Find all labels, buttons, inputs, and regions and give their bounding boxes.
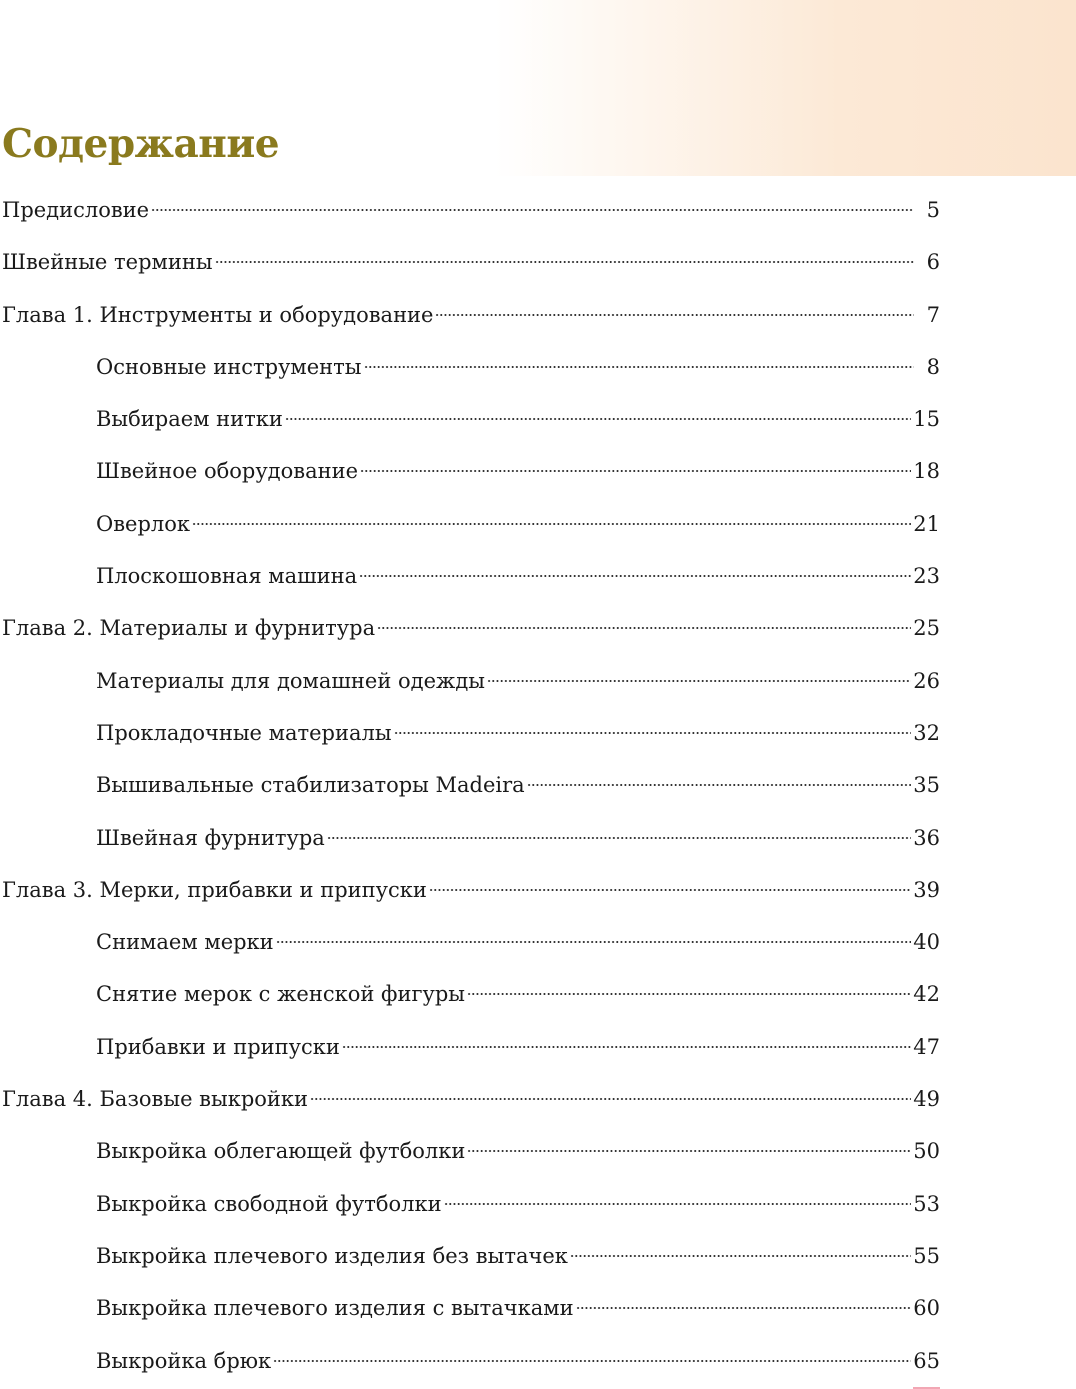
toc-entry-title: Выкройка плечевого изделия с вытачками — [96, 1296, 574, 1321]
toc-leader-dots — [576, 1307, 912, 1309]
toc-leader-dots — [444, 1203, 912, 1205]
toc-entry-title: Плоскошовная машина — [96, 564, 358, 589]
toc-entry-title: Выбираем нитки — [96, 407, 283, 432]
toc-leader-dots — [467, 1150, 911, 1152]
toc-page-number: 23 — [913, 564, 940, 589]
toc-leader-dots — [360, 470, 911, 472]
toc-leader-dots — [377, 627, 911, 629]
toc-entry-title: Вышивальные стабилизаторы Madeira — [96, 773, 525, 798]
toc-page-number: 8 — [926, 354, 940, 379]
toc-entry-title: Швейные термины — [2, 250, 213, 275]
toc-entry[interactable] — [0, 550, 940, 602]
toc-entry[interactable] — [0, 864, 940, 916]
toc-entry-title: Швейное оборудование — [96, 459, 359, 484]
toc-page-number: 7 — [926, 302, 940, 327]
toc-leader-dots — [527, 784, 912, 786]
toc-leader-dots — [467, 993, 911, 995]
toc-entry-title: Глава 3. Мерки, прибавки и припуски — [2, 877, 427, 902]
toc-entry-title: Выкройка брюк — [96, 1348, 272, 1373]
toc-entry[interactable] — [0, 1335, 940, 1387]
toc-page-number: 32 — [913, 720, 940, 745]
toc-entry[interactable] — [0, 184, 940, 236]
toc-leader-dots — [285, 418, 911, 420]
toc-entry[interactable] — [0, 812, 940, 864]
toc-entry-title: Швейная фурнитура — [96, 825, 325, 850]
toc-page-number: 18 — [913, 459, 940, 484]
toc-entry[interactable] — [0, 236, 940, 288]
toc-entry-title: Выкройка облегающей футболки — [96, 1139, 466, 1164]
toc-entry-title: Выкройка свободной футболки — [96, 1191, 442, 1216]
toc-entry-title: Выкройка плечевого изделия без вытачек — [96, 1243, 568, 1268]
toc-entry[interactable] — [0, 602, 940, 654]
toc-entry[interactable] — [0, 1073, 940, 1125]
toc-entry-title: Глава 2. Материалы и фурнитура — [2, 616, 376, 641]
toc-leader-dots — [570, 1255, 911, 1257]
toc-page-number: 36 — [913, 825, 940, 850]
table-of-contents — [0, 184, 940, 1387]
toc-entry-title: Снятие мерок с женской фигуры — [96, 982, 466, 1007]
toc-page-number: 25 — [913, 616, 940, 641]
toc-entry-title: Оверлок — [96, 511, 191, 536]
toc-page-number: 55 — [913, 1243, 940, 1268]
toc-page-number: 50 — [913, 1139, 940, 1164]
toc-entry[interactable] — [0, 916, 940, 968]
toc-entry[interactable] — [0, 393, 940, 445]
toc-leader-dots — [151, 209, 914, 211]
toc-leader-dots — [364, 366, 914, 368]
toc-page-number: 39 — [913, 877, 940, 902]
toc-entry[interactable] — [0, 1230, 940, 1282]
toc-entry[interactable] — [0, 707, 940, 759]
toc-entry[interactable] — [0, 1021, 940, 1073]
page-title: Содержание — [2, 121, 280, 167]
toc-entry[interactable] — [0, 341, 940, 393]
toc-leader-dots — [487, 680, 911, 682]
toc-entry-title: Глава 1. Инструменты и оборудование — [2, 302, 434, 327]
toc-page-number: 21 — [913, 511, 940, 536]
toc-entry-title: Предисловие — [2, 198, 150, 222]
toc-leader-dots — [394, 732, 912, 734]
toc-entry[interactable] — [0, 1282, 940, 1334]
toc-entry-title: Материалы для домашней одежды — [96, 668, 485, 693]
toc-page-number: 35 — [913, 773, 940, 798]
toc-page-number: 6 — [926, 250, 940, 275]
toc-entry[interactable] — [0, 655, 940, 707]
toc-entry-title: Прибавки и припуски — [96, 1034, 340, 1059]
toc-entry-title: Снимаем мерки — [96, 930, 274, 955]
toc-leader-dots — [435, 314, 914, 316]
toc-page-number: 49 — [913, 1087, 940, 1112]
toc-page-number: 5 — [926, 198, 940, 222]
toc-entry[interactable] — [0, 1125, 940, 1177]
toc-entry-title: Основные инструменты — [96, 354, 362, 379]
toc-entry[interactable] — [0, 289, 940, 341]
toc-leader-dots — [327, 837, 911, 839]
toc-page-number: 53 — [913, 1191, 940, 1216]
toc-entry[interactable] — [0, 1178, 940, 1230]
toc-page-number: 40 — [913, 930, 940, 955]
toc-entry[interactable] — [0, 498, 940, 550]
toc-leader-dots — [342, 1046, 911, 1048]
toc-entry-title: Прокладочные материалы — [96, 720, 392, 745]
toc-page-number: 65 — [913, 1335, 940, 1389]
toc-leader-dots — [273, 1360, 911, 1362]
toc-leader-dots — [192, 523, 911, 525]
toc-entry[interactable] — [0, 445, 940, 497]
toc-entry[interactable] — [0, 968, 940, 1020]
toc-entry-title: Глава 4. Базовые выкройки — [2, 1087, 309, 1112]
toc-page-number: 42 — [913, 982, 940, 1007]
toc-page-number: 15 — [913, 407, 940, 432]
toc-leader-dots — [276, 941, 912, 943]
toc-leader-dots — [359, 575, 911, 577]
toc-entry[interactable] — [0, 759, 940, 811]
toc-leader-dots — [310, 1098, 911, 1100]
toc-page-number: 47 — [913, 1034, 940, 1059]
toc-page-number: 60 — [913, 1296, 940, 1321]
toc-leader-dots — [215, 261, 914, 263]
toc-leader-dots — [429, 889, 911, 891]
toc-page-number: 26 — [913, 668, 940, 693]
